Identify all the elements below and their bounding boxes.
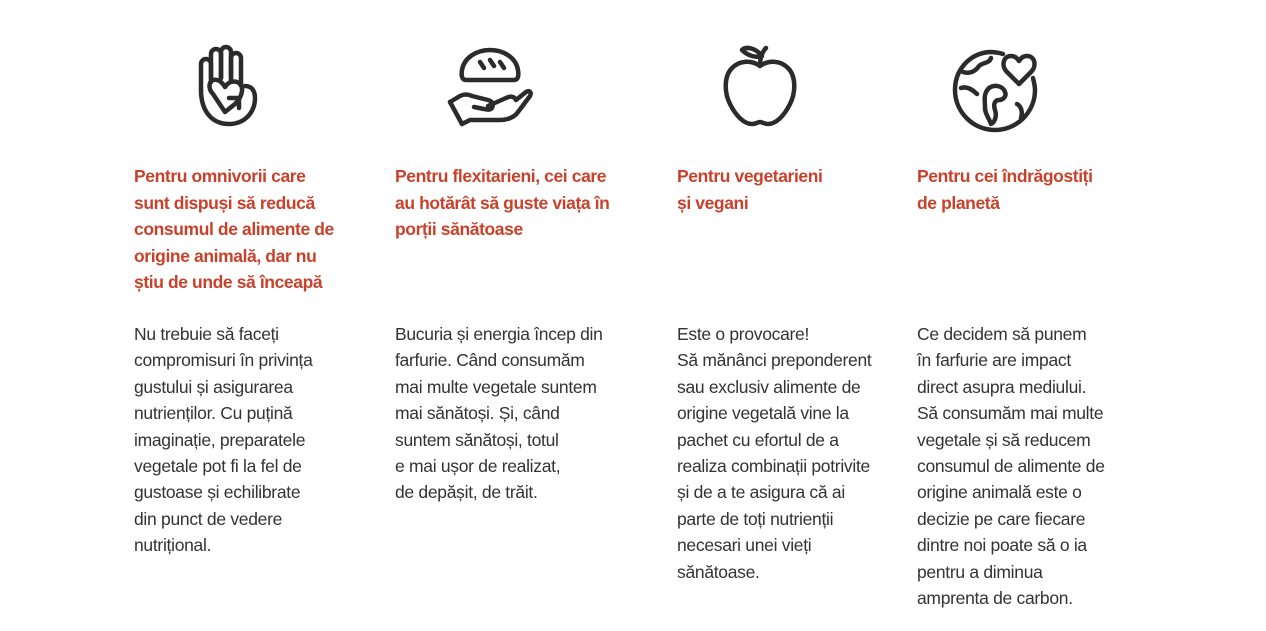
audience-column-omnivores xyxy=(134,0,374,631)
globe-heart-icon xyxy=(947,38,1043,134)
audience-column-planet-lovers xyxy=(917,0,1157,631)
audience-column-vegetarians xyxy=(677,0,917,631)
audience-description: Ce decidem să punem în farfurie are impact direct asupra mediului. Să consumăm mai multe vegetale și să reducem consumul de alimente de origine animală este o decizie pe care fiecare dintre noi poate să o ia pentru a diminua amprenta de carbon. xyxy=(917,324,1105,609)
audience-heading: Pentru omnivorii care sunt dispuși să reducă consumul de alimente de origine animală, dar nu știu de unde să înceapă xyxy=(134,166,334,292)
audience-heading: Pentru vegetarieni și vegani xyxy=(677,166,823,213)
hand-bread-icon xyxy=(440,38,536,134)
hand-heart-icon xyxy=(179,38,275,134)
apple-icon xyxy=(712,38,808,134)
audience-column-flexitarians xyxy=(395,0,635,631)
audience-description: Bucuria și energia încep din farfurie. Când consumăm mai multe vegetale suntem mai sănătoși. Și, când suntem sănătoși, totul e mai ușor de realizat, de depășit, de trăit. xyxy=(395,324,603,503)
audience-description: Nu trebuie să faceți compromisuri în privința gustului și asigurarea nutrienților. Cu puțină imaginație, preparatele vegetale pot fi la fel de gustoase și echilibrate din punct de vedere nutrițional. xyxy=(134,324,313,556)
audience-heading: Pentru flexitarieni, cei care au hotărât să guste viața în porții sănătoase xyxy=(395,166,610,239)
audience-heading: Pentru cei îndrăgostiți de planetă xyxy=(917,166,1093,213)
audience-description: Este o provocare! Să mănânci preponderent sau exclusiv alimente de origine vegetală vine la pachet cu efortul de a realiza combinații potrivite și de a te asigura că ai parte de toți nutrienții necesari unei vieți sănătoase. xyxy=(677,324,872,582)
